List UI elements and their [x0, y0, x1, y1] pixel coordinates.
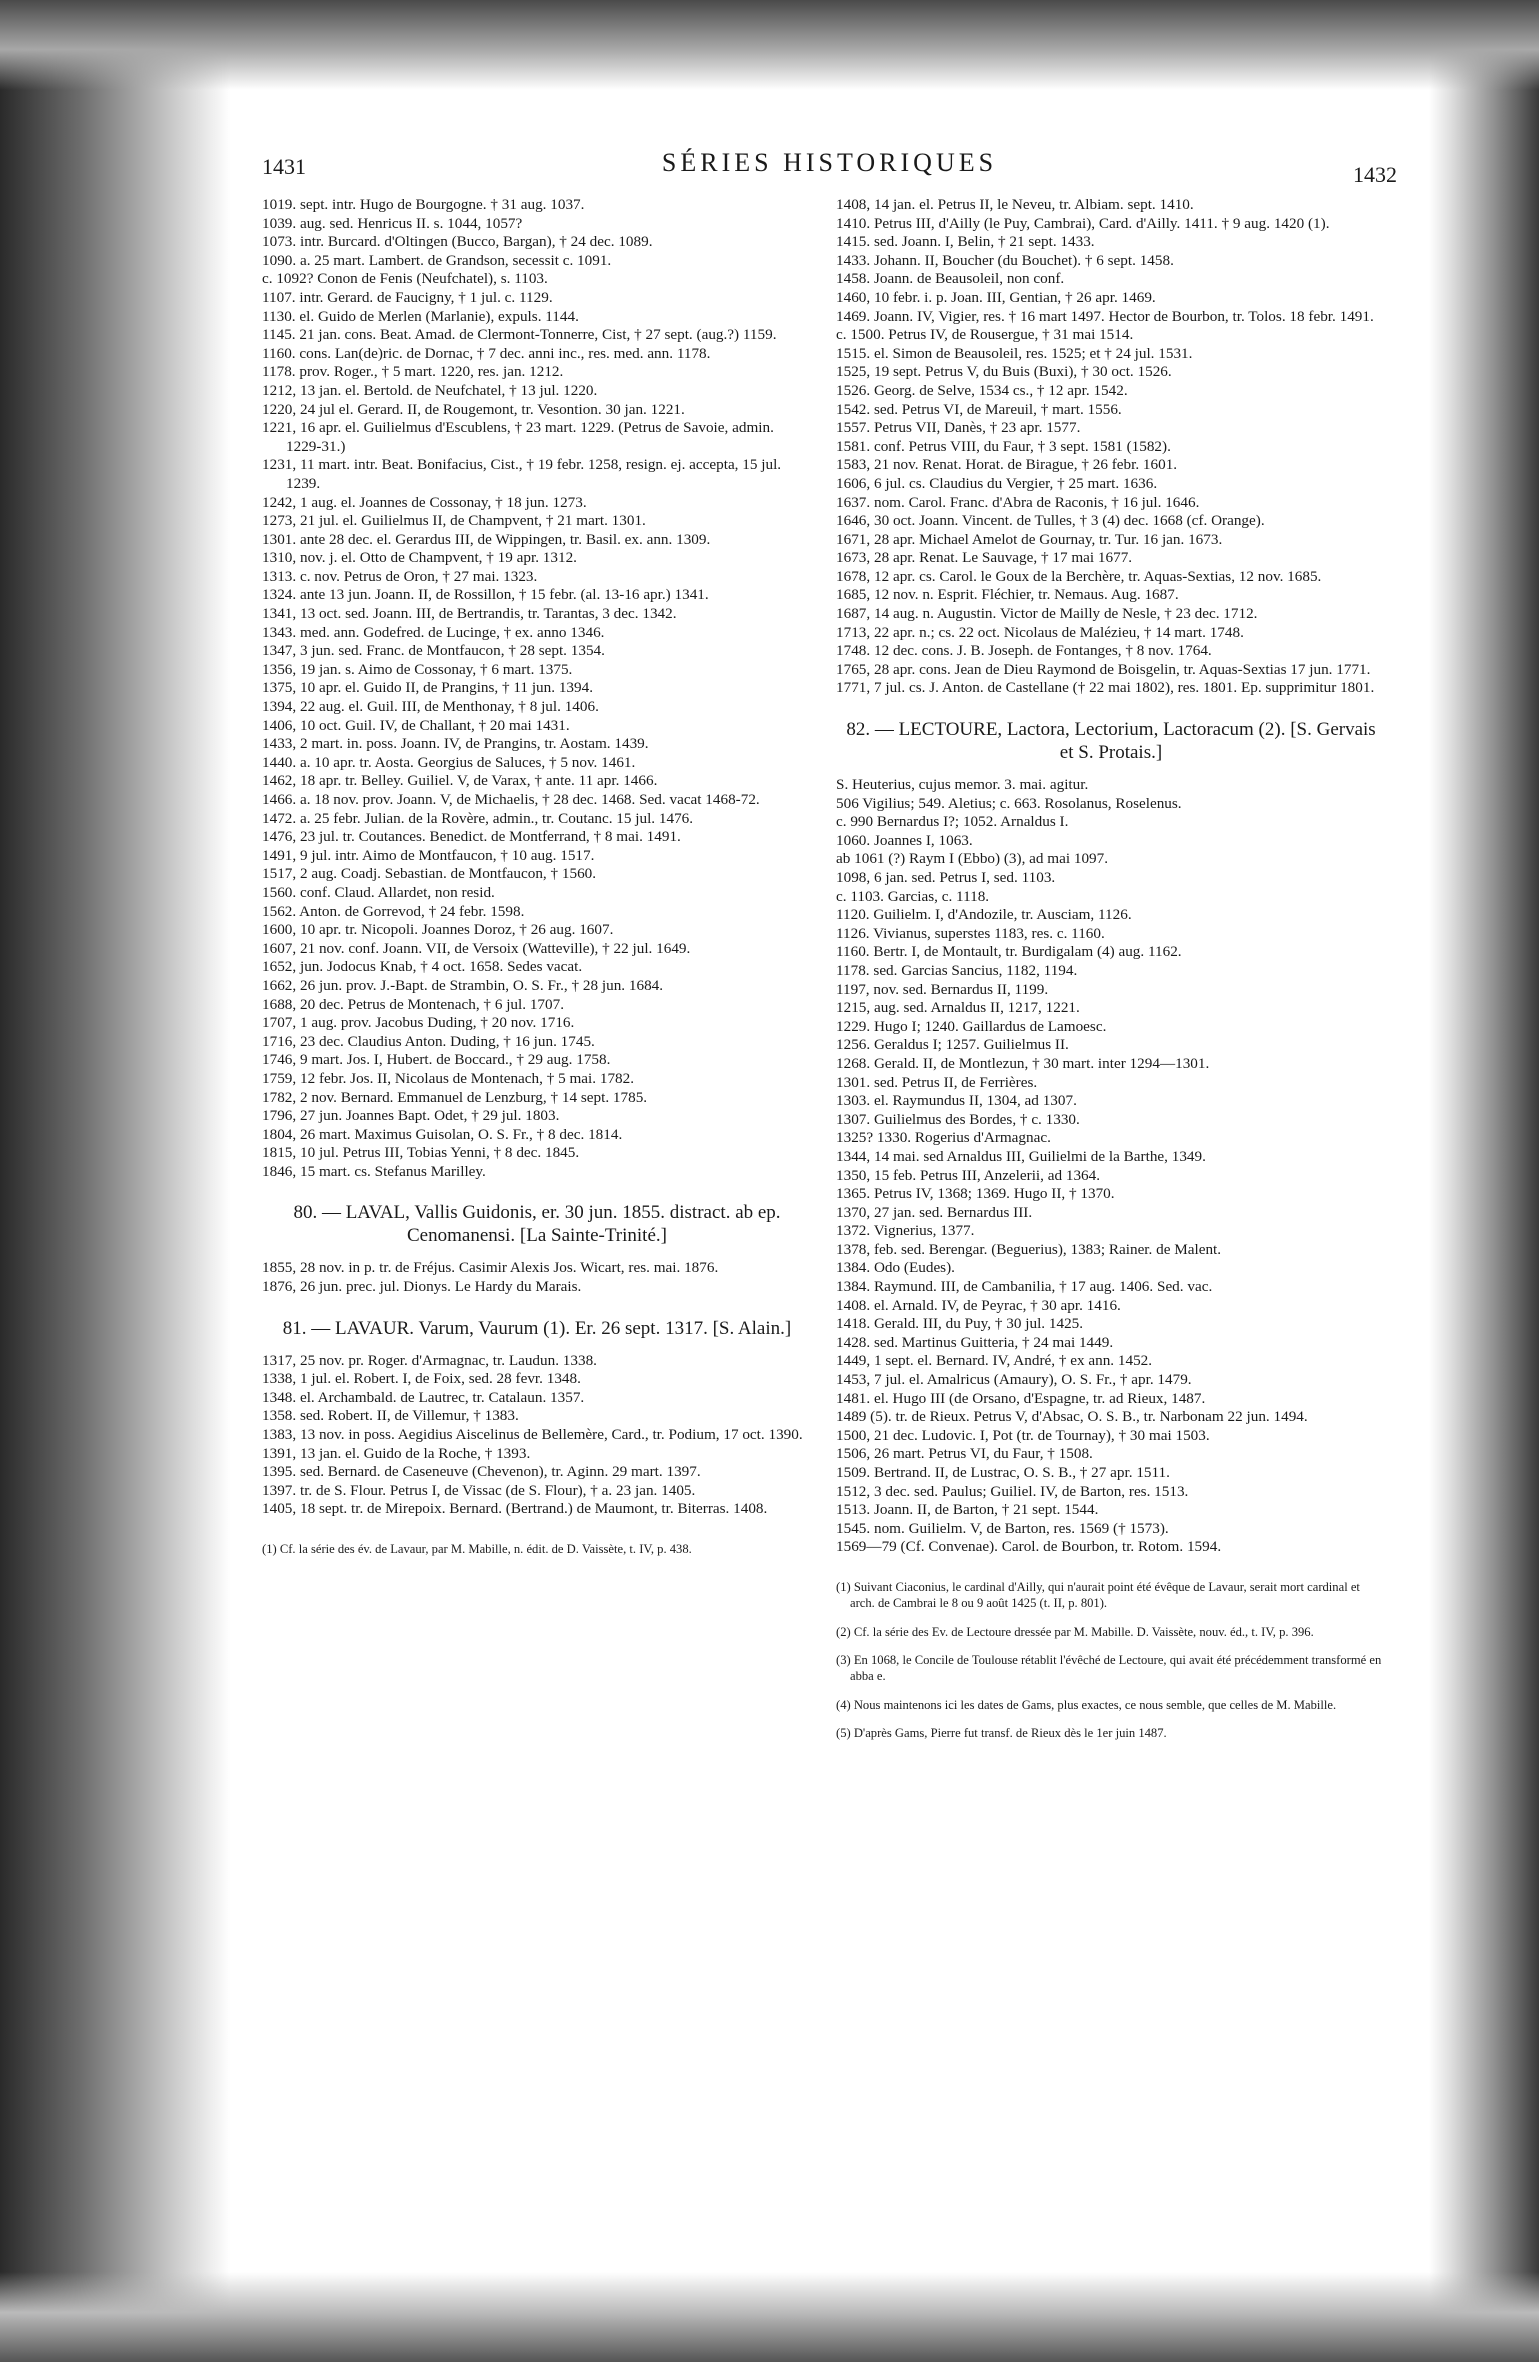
footnote: (5) D'après Gams, Pierre fut transf. de Rieux dès le 1er juin 1487.	[836, 1726, 1167, 1741]
page-header	[262, 148, 1397, 192]
lausanne-series	[262, 196, 812, 1181]
list-item: 1515. el. Simon de Beausoleil, res. 1525; et † 24 jul. 1531.	[836, 344, 1193, 362]
list-item: 1513. Joann. II, de Barton, † 21 sept. 1544.	[836, 1501, 1099, 1519]
list-item: 1397. tr. de S. Flour. Petrus I, de Vissac (de S. Flour), † a. 23 jan. 1405.	[262, 1481, 696, 1499]
list-item: 1356, 19 jan. s. Aimo de Cossonay, † 6 mart. 1375.	[262, 660, 573, 678]
list-item: 1600, 10 apr. tr. Nicopoli. Joannes Doroz, † 26 aug. 1607.	[262, 921, 614, 939]
list-item: 1370, 27 jan. sed. Bernardus III.	[836, 1203, 1033, 1221]
list-item: 1383, 13 nov. in poss. Aegidius Aiscelinus de Bellemère, Card., tr. Podium, 17 oct. 1390.	[262, 1426, 803, 1444]
list-item: 1449, 1 sept. el. Bernard. IV, André, † ex ann. 1452.	[836, 1352, 1153, 1370]
list-item: 1019. sept. intr. Hugo de Bourgogne. † 31 aug. 1037.	[262, 196, 585, 213]
list-item: 1855, 28 nov. in p. tr. de Fréjus. Casimir Alexis Jos. Wicart, res. mai. 1876.	[262, 1259, 719, 1277]
list-item: 1391, 13 jan. el. Guido de la Roche, † 1393.	[262, 1444, 531, 1462]
list-item: 1707, 1 aug. prov. Jacobus Duding, † 20 nov. 1716.	[262, 1014, 575, 1032]
footnote: (2) Cf. la série des Ev. de Lectoure dressée par M. Mabille. D. Vaissète, nouv. éd., t. IV, p. 396.	[836, 1624, 1314, 1639]
lavaur-series	[262, 1352, 812, 1519]
list-item: S. Heuterius, cujus memor. 3. mai. agitur.	[836, 776, 1089, 794]
list-item: 1646, 30 oct. Joann. Vincent. de Tulles, † 3 (4) dec. 1668 (cf. Orange).	[836, 512, 1265, 530]
list-item: 1160. cons. Lan(de)ric. de Dornac, † 7 dec. anni inc., res. med. ann. 1178.	[262, 344, 711, 362]
list-item: 1526. Georg. de Selve, 1534 cs., † 12 apr. 1542.	[836, 381, 1128, 399]
footnote: (4) Nous maintenons ici les dates de Gams, plus exactes, ce nous semble, que celles de M. Mabille.	[836, 1697, 1337, 1712]
list-item: 1406, 10 oct. Guil. IV, de Challant, † 20 mai 1431.	[262, 716, 570, 734]
list-item: 1130. el. Guido de Merlen (Marlanie), expuls. 1144.	[262, 307, 579, 325]
list-item: 1782, 2 nov. Bernard. Emmanuel de Lenzburg, † 14 sept. 1785.	[262, 1088, 648, 1106]
list-item: 1796, 27 jun. Joannes Bapt. Odet, † 29 jul. 1803.	[262, 1107, 560, 1125]
list-item: 1090. a. 25 mart. Lambert. de Grandson, secessit c. 1091.	[262, 251, 612, 269]
list-item: 1268. Gerald. II, de Montlezun, † 30 mart. inter 1294—1301.	[836, 1054, 1210, 1072]
list-item: 1303. el. Raymundus II, 1304, ad 1307.	[836, 1092, 1077, 1110]
list-item: 1671, 28 apr. Michael Amelot de Gournay, tr. Tur. 16 jan. 1673.	[836, 530, 1223, 548]
scan-border-bottom	[0, 2272, 1539, 2362]
laval-heading: 80. — LAVAL, Vallis Guidonis, er. 30 jun. 1855. distract. ab ep. Cenomanensi. [La Sainte-Trinité.]	[293, 1202, 781, 1247]
list-item: 1662, 26 jun. prov. J.-Bapt. de Strambin, O. S. Fr., † 28 jun. 1684.	[262, 976, 664, 994]
left-column	[262, 196, 812, 1570]
list-item: c. 1500. Petrus IV, de Rousergue, † 31 mai 1514.	[836, 326, 1134, 344]
list-item: 1491, 9 jul. intr. Aimo de Montfaucon, † 10 aug. 1517.	[262, 846, 595, 864]
list-item: 1759, 12 febr. Jos. II, Nicolaus de Montenach, † 5 mai. 1782.	[262, 1069, 635, 1087]
list-item: c. 1092? Conon de Fenis (Neufchatel), s. 1103.	[262, 270, 548, 288]
list-item: 1509. Bertrand. II, de Lustrac, O. S. B., † 27 apr. 1511.	[836, 1464, 1170, 1481]
list-item: 1652, jun. Jodocus Knab, † 4 oct. 1658. Sedes vacat.	[262, 958, 583, 976]
list-item: 1517, 2 aug. Coadj. Sebastian. de Montfaucon, † 1560.	[262, 865, 597, 883]
scan-border-left	[0, 0, 230, 2362]
list-item: 1231, 11 mart. intr. Beat. Bonifacius, Cist., † 19 febr. 1258, resign. ej. accepta, 15 jul. 1239.	[262, 456, 782, 492]
list-item: 1466. a. 18 nov. prov. Joann. V, de Michaelis, † 28 dec. 1468. Sed. vacat 1468-72.	[262, 791, 760, 808]
list-item: 1581. conf. Petrus VIII, du Faur, † 3 sept. 1581 (1582).	[836, 437, 1171, 455]
list-item: 1343. med. ann. Godefred. de Lucinge, † ex. anno 1346.	[262, 623, 605, 641]
list-item: 1178. sed. Garcias Sancius, 1182, 1194.	[836, 961, 1078, 979]
list-item: 1673, 28 apr. Renat. Le Sauvage, † 17 mai 1677.	[836, 549, 1133, 567]
list-item: 1678, 12 apr. cs. Carol. le Goux de la Berchère, tr. Aquas-Sextias, 12 nov. 1685.	[836, 567, 1322, 585]
list-item: 1876, 26 jun. prec. jul. Dionys. Le Hardy du Marais.	[262, 1278, 582, 1296]
list-item: 1415. sed. Joann. I, Belin, † 21 sept. 1433.	[836, 233, 1095, 251]
laval-series	[262, 1259, 812, 1296]
list-item: 1178. prov. Roger., † 5 mart. 1220, res. jan. 1212.	[262, 363, 564, 381]
list-item: 1372. Vignerius, 1377.	[836, 1222, 975, 1240]
list-item: 1542. sed. Petrus VI, de Mareuil, † mart. 1556.	[836, 400, 1122, 418]
list-item: 1748. 12 dec. cons. J. B. Joseph. de Fontanges, † 8 nov. 1764.	[836, 642, 1212, 660]
list-item: 1410. Petrus III, d'Ailly (le Puy, Cambrai), Card. d'Ailly. 1411. † 9 aug. 1420 (1).	[836, 214, 1330, 232]
scan-border-top	[0, 0, 1539, 90]
list-item: 1229. Hugo I; 1240. Gaillardus de Lamoesc.	[836, 1017, 1107, 1035]
list-item: 1365. Petrus IV, 1368; 1369. Hugo II, † 1370.	[836, 1185, 1115, 1203]
list-item: 1458. Joann. de Beausoleil, non conf.	[836, 270, 1065, 288]
list-item: 1344, 14 mai. sed Arnaldus III, Guilielmi de la Barthe, 1349.	[836, 1147, 1206, 1165]
list-item: c. 1103. Garcias, c. 1118.	[836, 887, 990, 905]
list-item: 1687, 14 aug. n. Augustin. Victor de Mailly de Nesle, † 23 dec. 1712.	[836, 605, 1258, 623]
list-item: 1804, 26 mart. Maximus Guisolan, O. S. Fr., † 8 dec. 1814.	[262, 1125, 623, 1143]
list-item: 1606, 6 jul. cs. Claudius du Vergier, † 25 mart. 1636.	[836, 474, 1158, 492]
list-item: 1453, 7 jul. el. Amalricus (Amaury), O. S. Fr., † apr. 1479.	[836, 1371, 1192, 1389]
list-item: 1408, 14 jan. el. Petrus II, le Neveu, tr. Albiam. sept. 1410.	[836, 196, 1194, 213]
list-item: 1073. intr. Burcard. d'Oltingen (Bucco, Bargan), † 24 dec. 1089.	[262, 233, 653, 251]
list-item: 1637. nom. Carol. Franc. d'Abra de Raconis, † 16 jul. 1646.	[836, 493, 1200, 511]
list-item: 1440. a. 10 apr. tr. Aosta. Georgius de Saluces, † 5 nov. 1461.	[262, 753, 636, 771]
list-item: 1512, 3 dec. sed. Paulus; Guiliel. IV, de Barton, res. 1513.	[836, 1482, 1189, 1500]
list-item: 1273, 21 jul. el. Guilielmus II, de Champvent, † 21 mart. 1301.	[262, 512, 646, 530]
lavaur-series-continued	[836, 196, 1386, 698]
list-item: 1394, 22 aug. el. Guil. III, de Menthonay, † 8 jul. 1406.	[262, 698, 599, 716]
list-item: 1746, 9 mart. Jos. I, Hubert. de Boccard., † 29 aug. 1758.	[262, 1051, 611, 1069]
footnote: (1) Suivant Ciaconius, le cardinal d'Ailly, qui n'aurait point été évêque de Lavaur, serait mort cardinal et arch. de Cambrai le 8 ou 9 août 1425 (t. II, p. 801).	[836, 1579, 1360, 1610]
scan-border-right	[1429, 0, 1539, 2362]
list-item: 1325? 1330. Rogerius d'Armagnac.	[836, 1129, 1051, 1147]
list-item: 1506, 26 mart. Petrus VI, du Faur, † 1508.	[836, 1445, 1093, 1463]
list-item: 1462, 18 apr. tr. Belley. Guiliel. V, de Varax, † ante. 11 apr. 1466.	[262, 772, 658, 790]
list-item: 1212, 13 jan. el. Bertold. de Neufchatel, † 13 jul. 1220.	[262, 381, 598, 399]
list-item: 1060. Joannes I, 1063.	[836, 831, 973, 849]
list-item: 1350, 15 feb. Petrus III, Anzelerii, ad 1364.	[836, 1166, 1101, 1184]
list-item: 1126. Vivianus, superstes 1183, res. c. 1160.	[836, 924, 1105, 942]
list-item: 1472. a. 25 febr. Julian. de la Rovère, admin., tr. Coutanc. 15 jul. 1476.	[262, 809, 694, 827]
list-item: 1301. sed. Petrus II, de Ferrières.	[836, 1073, 1038, 1091]
list-item: 1716, 23 dec. Claudius Anton. Duding, † 16 jun. 1745.	[262, 1032, 595, 1050]
list-item: 1815, 10 jul. Petrus III, Tobias Yenni, † 8 dec. 1845.	[262, 1144, 580, 1162]
list-item: 1771, 7 jul. cs. J. Anton. de Castellane († 22 mai 1802), res. 1801. Ep. supprimitur 1801.	[836, 679, 1375, 697]
list-item: 1338, 1 jul. el. Robert. I, de Foix, sed. 28 fevr. 1348.	[262, 1370, 581, 1388]
list-item: 1348. el. Archambald. de Lautrec, tr. Catalaun. 1357.	[262, 1388, 585, 1406]
list-item: 1560. conf. Claud. Allardet, non resid.	[262, 883, 495, 901]
list-item: 1384. Raymund. III, de Cambanilia, † 17 aug. 1406. Sed. vac.	[836, 1278, 1213, 1296]
list-item: 1307. Guilielmus des Bordes, † c. 1330.	[836, 1110, 1080, 1128]
list-item: 1317, 25 nov. pr. Roger. d'Armagnac, tr. Laudun. 1338.	[262, 1351, 597, 1369]
list-item: 1107. intr. Gerard. de Faucigny, † 1 jul. c. 1129.	[262, 288, 553, 306]
list-item: 1145. 21 jan. cons. Beat. Amad. de Clermont-Tonnerre, Cist, † 27 sept. (aug.?) 1159.	[262, 326, 777, 344]
list-item: 1220, 24 jul el. Gerard. II, de Rougemont, tr. Vesontion. 30 jan. 1221.	[262, 400, 685, 418]
list-item: 1310, nov. j. el. Otto de Champvent, † 19 apr. 1312.	[262, 549, 577, 567]
list-item: 1395. sed. Bernard. de Caseneuve (Chevenon), tr. Aginn. 29 mart. 1397.	[262, 1463, 701, 1481]
lectoure-series	[836, 776, 1386, 1557]
list-item: 1375, 10 apr. el. Guido II, de Prangins, † 11 jun. 1394.	[262, 679, 593, 697]
list-item: 1405, 18 sept. tr. de Mirepoix. Bernard. (Bertrand.) de Maumont, tr. Biterras. 1408.	[262, 1500, 768, 1518]
footnote: (3) En 1068, le Concile de Toulouse rétablit l'évêché de Lectoure, qui avait été précédemment transformé en abba e.	[836, 1653, 1382, 1684]
list-item: 1428. sed. Martinus Guitteria, † 24 mai 1449.	[836, 1333, 1114, 1351]
list-item: 1685, 12 nov. n. Esprit. Fléchier, tr. Nemaus. Aug. 1687.	[836, 586, 1179, 604]
list-item: 1324. ante 13 jun. Joann. II, de Rossillon, † 15 febr. (al. 13-16 apr.) 1341.	[262, 586, 709, 604]
right-footnotes	[836, 1579, 1386, 1741]
list-item: 1765, 28 apr. cons. Jean de Dieu Raymond de Boisgelin, tr. Aquas-Sextias 17 jun. 1771.	[836, 660, 1371, 678]
list-item: 1197, nov. sed. Bernardus II, 1199.	[836, 980, 1049, 998]
list-item: 1408. el. Arnald. IV, de Peyrac, † 30 apr. 1416.	[836, 1296, 1121, 1314]
list-item: 1378, feb. sed. Berengar. (Beguerius), 1383; Rainer. de Malent.	[836, 1240, 1222, 1258]
list-item: 1120. Guilielm. I, d'Andozile, tr. Ausciam, 1126.	[836, 906, 1132, 924]
list-item: 1525, 19 sept. Petrus V, du Buis (Buxi), † 30 oct. 1526.	[836, 363, 1172, 381]
list-item: 1688, 20 dec. Petrus de Montenach, † 6 jul. 1707.	[262, 995, 565, 1013]
list-item: 1846, 15 mart. cs. Stefanus Marilley.	[262, 1162, 486, 1180]
list-item: 1500, 21 dec. Ludovic. I, Pot (tr. de Tournay), † 30 mai 1503.	[836, 1426, 1210, 1444]
list-item: 1160. Bertr. I, de Montault, tr. Burdigalam (4) aug. 1162.	[836, 943, 1182, 961]
list-item: 1347, 3 jun. sed. Franc. de Montfaucon, † 28 sept. 1354.	[262, 642, 605, 660]
lectoure-heading: 82. — LECTOURE, Lactora, Lectorium, Lactoracum (2). [S. Gervais et S. Protais.]	[846, 719, 1376, 764]
list-item: 1460, 10 febr. i. p. Joan. III, Gentian, † 26 apr. 1469.	[836, 288, 1156, 306]
list-item: 1301. ante 28 dec. el. Gerardus III, de Wippingen, tr. Basil. ex. ann. 1309.	[262, 530, 711, 548]
list-item: 1481. el. Hugo III (de Orsano, d'Espagne, tr. ad Rieux, 1487.	[836, 1389, 1206, 1407]
list-item: 1557. Petrus VII, Danès, † 23 apr. 1577.	[836, 419, 1081, 437]
footnote: (1) Cf. la série des év. de Lavaur, par M. Mabille, n. édit. de D. Vaissète, t. IV, p. 438.	[262, 1542, 692, 1556]
list-item: 1341, 13 oct. sed. Joann. III, de Bertrandis, tr. Tarantas, 3 dec. 1342.	[262, 605, 677, 623]
list-item: c. 990 Bernardus I?; 1052. Arnaldus I.	[836, 813, 1069, 831]
list-item: 506 Vigilius; 549. Aletius; c. 663. Rosolanus, Roselenus.	[836, 794, 1182, 812]
list-item: ab 1061 (?) Raym I (Ebbo) (3), ad mai 1097.	[836, 850, 1109, 868]
list-item: 1713, 22 apr. n.; cs. 22 oct. Nicolaus de Malézieu, † 14 mart. 1748.	[836, 623, 1244, 641]
list-item: 1607, 21 nov. conf. Joann. VII, de Versoix (Watteville), † 22 jul. 1649.	[262, 939, 691, 957]
list-item: 1358. sed. Robert. II, de Villemur, † 1383.	[262, 1407, 519, 1425]
list-item: 1256. Geraldus I; 1257. Guilielmus II.	[836, 1036, 1069, 1054]
list-item: 1489 (5). tr. de Rieux. Petrus V, d'Absac, O. S. B., tr. Narbonam 22 jun. 1494.	[836, 1408, 1308, 1426]
left-footnotes	[262, 1541, 812, 1557]
list-item: 1433, 2 mart. in. poss. Joann. IV, de Prangins, tr. Aostam. 1439.	[262, 735, 649, 753]
list-item: 1242, 1 aug. el. Joannes de Cossonay, † 18 jun. 1273.	[262, 493, 587, 511]
list-item: 1384. Odo (Eudes).	[836, 1259, 955, 1277]
lavaur-heading: 81. — LAVAUR. Varum, Vaurum (1). Er. 26 sept. 1317. [S. Alain.]	[282, 1317, 792, 1339]
list-item: 1039. aug. sed. Henricus II. s. 1044, 1057?	[262, 214, 523, 232]
list-item: 1313. c. nov. Petrus de Oron, † 27 mai. 1323.	[262, 567, 538, 585]
list-item: 1433. Johann. II, Boucher (du Bouchet). † 6 sept. 1458.	[836, 251, 1174, 269]
list-item: 1545. nom. Guilielm. V, de Barton, res. 1569 († 1573).	[836, 1519, 1169, 1537]
list-item: 1476, 23 jul. tr. Coutances. Benedict. de Montferrand, † 8 mai. 1491.	[262, 828, 681, 846]
page	[262, 148, 1397, 2148]
list-item: 1583, 21 nov. Renat. Horat. de Birague, † 26 febr. 1601.	[836, 456, 1178, 474]
list-item: 1418. Gerald. III, du Puy, † 30 jul. 1425.	[836, 1315, 1084, 1333]
list-item: 1569—79 (Cf. Convenae). Carol. de Bourbon, tr. Rotom. 1594.	[836, 1538, 1222, 1556]
list-item: 1562. Anton. de Gorrevod, † 24 febr. 1598.	[262, 902, 525, 920]
running-title: SÉRIES HISTORIQUES	[661, 148, 998, 177]
right-column	[836, 196, 1386, 1754]
page-number-right: 1432	[1353, 162, 1397, 187]
list-item: 1215, aug. sed. Arnaldus II, 1217, 1221.	[836, 999, 1080, 1017]
list-item: 1098, 6 jan. sed. Petrus I, sed. 1103.	[836, 869, 1056, 886]
list-item: 1221, 16 apr. el. Guilielmus d'Escublens, † 23 mart. 1229. (Petrus de Savoie, admin. 1229-31.)	[262, 419, 774, 455]
page-number-left: 1431	[262, 154, 306, 179]
list-item: 1469. Joann. IV, Vigier, res. † 16 mart 1497. Hector de Bourbon, tr. Tolos. 18 febr. 1491.	[836, 307, 1374, 325]
